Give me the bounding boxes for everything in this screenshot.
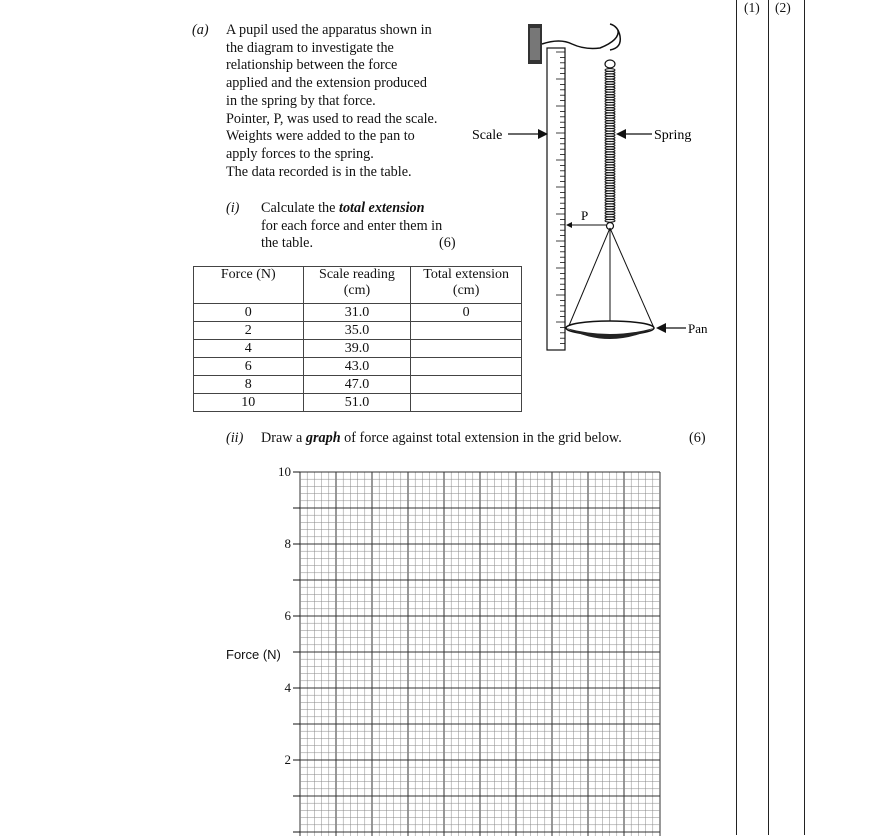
part-a-line: relationship between the force	[226, 57, 398, 74]
part-a-line: Pointer, P, was used to read the scale.	[226, 110, 438, 127]
part-a-line: applied and the extension produced	[226, 75, 427, 92]
cell-extension: 0	[411, 304, 522, 322]
part-a-line: Weights were added to the pan to	[226, 128, 415, 145]
cell-scale: 35.0	[303, 322, 411, 340]
margin-line-1	[736, 0, 737, 835]
cell-scale: 51.0	[303, 394, 411, 412]
scale-ruler	[547, 48, 565, 350]
y-axis-label: Force (N)	[226, 647, 281, 662]
cell-scale: 39.0	[303, 340, 411, 358]
table-row	[194, 394, 522, 412]
spring-coil	[605, 60, 615, 222]
y-tick-label: 8	[284, 536, 291, 551]
table-row	[194, 376, 522, 394]
cell-scale: 47.0	[303, 376, 411, 394]
part-a-line: the diagram to investigate the	[226, 39, 394, 56]
part-a-label: (a)	[192, 22, 209, 38]
cell-force: 4	[194, 340, 304, 358]
mark-column-1: (1)	[744, 0, 760, 15]
y-tick-label: 2	[284, 752, 291, 767]
margin-line-2	[768, 0, 769, 835]
part-a-line: in the spring by that force.	[226, 92, 376, 109]
part-a-line: The data recorded is in the table.	[226, 163, 412, 180]
y-tick-label: 4	[284, 680, 291, 695]
graph-grid[interactable]	[270, 464, 670, 836]
header-force: Force (N)	[194, 267, 304, 304]
part-i-label: (i)	[226, 200, 240, 216]
part-a-text	[226, 22, 437, 181]
table-row	[194, 358, 522, 376]
part-ii-label: (ii)	[226, 430, 244, 446]
cell-extension[interactable]	[411, 358, 522, 376]
mark-column-2: (2)	[775, 0, 791, 15]
spring-label: Spring	[654, 128, 692, 143]
pan-string-right	[610, 228, 654, 328]
cell-force: 2	[194, 322, 304, 340]
part-i-line1: Calculate the total extension	[261, 200, 425, 216]
part-a-line: A pupil used the apparatus shown in	[226, 22, 432, 38]
cell-force: 8	[194, 376, 304, 394]
scale-label: Scale	[472, 128, 503, 143]
pan-label: Pan	[688, 321, 708, 336]
part-i-marks: (6)	[439, 235, 456, 252]
pan-string-left	[568, 228, 610, 328]
cell-force: 6	[194, 358, 304, 376]
pointer-label: P	[581, 208, 589, 223]
support-wire	[542, 30, 618, 49]
cell-scale: 31.0	[303, 304, 411, 322]
cell-extension[interactable]	[411, 394, 522, 412]
cell-force: 10	[194, 394, 304, 412]
y-tick-label: 6	[284, 608, 291, 623]
header-scale-reading: Scale reading (cm)	[303, 267, 411, 304]
part-i-line2: for each force and enter them in	[261, 217, 443, 234]
part-i-line3: the table.	[261, 235, 313, 252]
part-a-line: apply forces to the spring.	[226, 145, 374, 162]
cell-scale: 43.0	[303, 358, 411, 376]
part-ii-instruction: Draw a graph of force against total extension in the grid below.	[261, 430, 622, 446]
header-total-extension: Total extension (cm)	[411, 267, 522, 304]
apparatus-diagram	[460, 18, 720, 358]
cell-extension[interactable]	[411, 376, 522, 394]
y-tick-label: 10	[278, 464, 291, 479]
margin-line-3	[804, 0, 805, 835]
cell-force: 0	[194, 304, 304, 322]
part-ii-marks: (6)	[689, 430, 706, 446]
